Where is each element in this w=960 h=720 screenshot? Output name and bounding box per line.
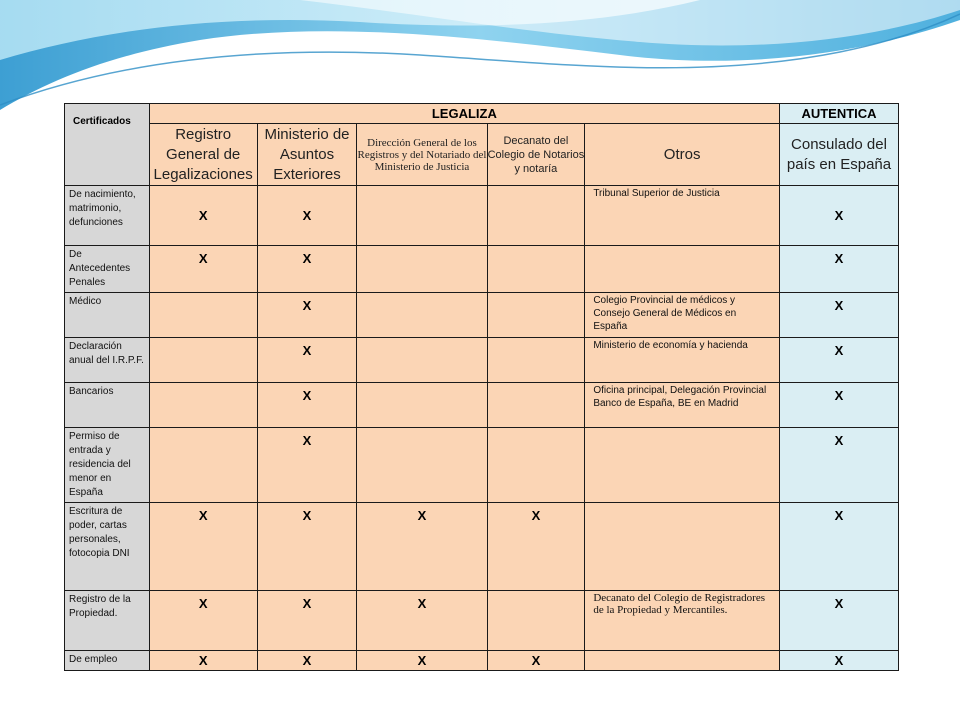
certificate-name: De empleo <box>65 651 150 671</box>
colhead-decanato-notarios: Decanato del Colegio de Notarios y notaría <box>487 124 585 186</box>
mark-consulado: X <box>779 428 898 503</box>
otros-entity: Decanato del Colegio de Registradores de la Propiedad y Mercantiles. <box>585 591 780 651</box>
table-row <box>65 651 899 671</box>
mark-consulado: X <box>779 651 898 671</box>
mark-consulado: X <box>779 246 898 293</box>
certificate-name: Bancarios <box>65 383 150 428</box>
mark-registro <box>149 383 257 428</box>
certificate-name: De Antecedentes Penales <box>65 246 150 293</box>
mark-decanato <box>487 246 585 293</box>
header-autentica: AUTENTICA <box>779 104 898 124</box>
table-row <box>65 428 899 503</box>
mark-decanato <box>487 186 585 246</box>
mark-exteriores: X <box>257 186 357 246</box>
mark-exteriores: X <box>257 591 357 651</box>
mark-registro: X <box>149 246 257 293</box>
mark-consulado: X <box>779 383 898 428</box>
mark-decanato <box>487 293 585 338</box>
mark-registro <box>149 428 257 503</box>
mark-registro: X <box>149 503 257 591</box>
table-row <box>65 383 899 428</box>
mark-consulado: X <box>779 591 898 651</box>
otros-entity <box>585 428 780 503</box>
mark-direccion <box>357 338 487 383</box>
mark-decanato: X <box>487 503 585 591</box>
mark-direccion <box>357 246 487 293</box>
otros-entity: Oficina principal, Delegación Provincial Banco de España, BE en Madrid <box>585 383 780 428</box>
mark-registro <box>149 338 257 383</box>
otros-entity: Tribunal Superior de Justicia <box>585 186 780 246</box>
mark-direccion: X <box>357 591 487 651</box>
certificate-name: De nacimiento, matrimonio, defunciones <box>65 186 150 246</box>
table-row <box>65 591 899 651</box>
mark-registro <box>149 293 257 338</box>
mark-direccion: X <box>357 503 487 591</box>
mark-direccion <box>357 293 487 338</box>
colhead-direccion-general: Dirección General de los Registros y del Notariado del Ministerio de Justicia <box>357 124 487 186</box>
mark-exteriores: X <box>257 651 357 671</box>
mark-decanato <box>487 591 585 651</box>
mark-registro: X <box>149 591 257 651</box>
mark-exteriores: X <box>257 246 357 293</box>
mark-decanato <box>487 383 585 428</box>
certificate-name: Médico <box>65 293 150 338</box>
table-row <box>65 293 899 338</box>
otros-entity <box>585 651 780 671</box>
header-legaliza: LEGALIZA <box>149 104 779 124</box>
table-row <box>65 503 899 591</box>
mark-consulado: X <box>779 503 898 591</box>
certificate-name: Permiso de entrada y residencia del menor en España <box>65 428 150 503</box>
header-certificados: Certificados <box>65 104 150 186</box>
mark-exteriores: X <box>257 383 357 428</box>
mark-direccion <box>357 383 487 428</box>
certificate-name: Declaración anual del I.R.P.F. <box>65 338 150 383</box>
legalization-table <box>64 103 899 671</box>
mark-exteriores: X <box>257 338 357 383</box>
table-row <box>65 246 899 293</box>
mark-consulado: X <box>779 186 898 246</box>
mark-direccion <box>357 186 487 246</box>
mark-consulado: X <box>779 293 898 338</box>
colhead-registro-general: Registro General de Legalizaciones <box>149 124 257 186</box>
table-row <box>65 186 899 246</box>
mark-direccion: X <box>357 651 487 671</box>
mark-exteriores: X <box>257 293 357 338</box>
otros-entity: Colegio Provincial de médicos y Consejo General de Médicos en España <box>585 293 780 338</box>
decorative-wave-header <box>0 0 960 115</box>
otros-entity <box>585 246 780 293</box>
mark-decanato <box>487 338 585 383</box>
mark-exteriores: X <box>257 428 357 503</box>
mark-direccion <box>357 428 487 503</box>
mark-registro: X <box>149 186 257 246</box>
otros-entity <box>585 503 780 591</box>
mark-exteriores: X <box>257 503 357 591</box>
table-row <box>65 338 899 383</box>
mark-decanato: X <box>487 651 585 671</box>
colhead-ministerio-exteriores: Ministerio de Asuntos Exteriores <box>257 124 357 186</box>
certificate-name: Escritura de poder, cartas personales, fotocopia DNI <box>65 503 150 591</box>
mark-decanato <box>487 428 585 503</box>
colhead-otros: Otros <box>585 124 780 186</box>
certificate-name: Registro de la Propiedad. <box>65 591 150 651</box>
otros-entity: Ministerio de economía y hacienda <box>585 338 780 383</box>
colhead-consulado: Consulado del país en España <box>779 124 898 186</box>
mark-consulado: X <box>779 338 898 383</box>
mark-registro: X <box>149 651 257 671</box>
